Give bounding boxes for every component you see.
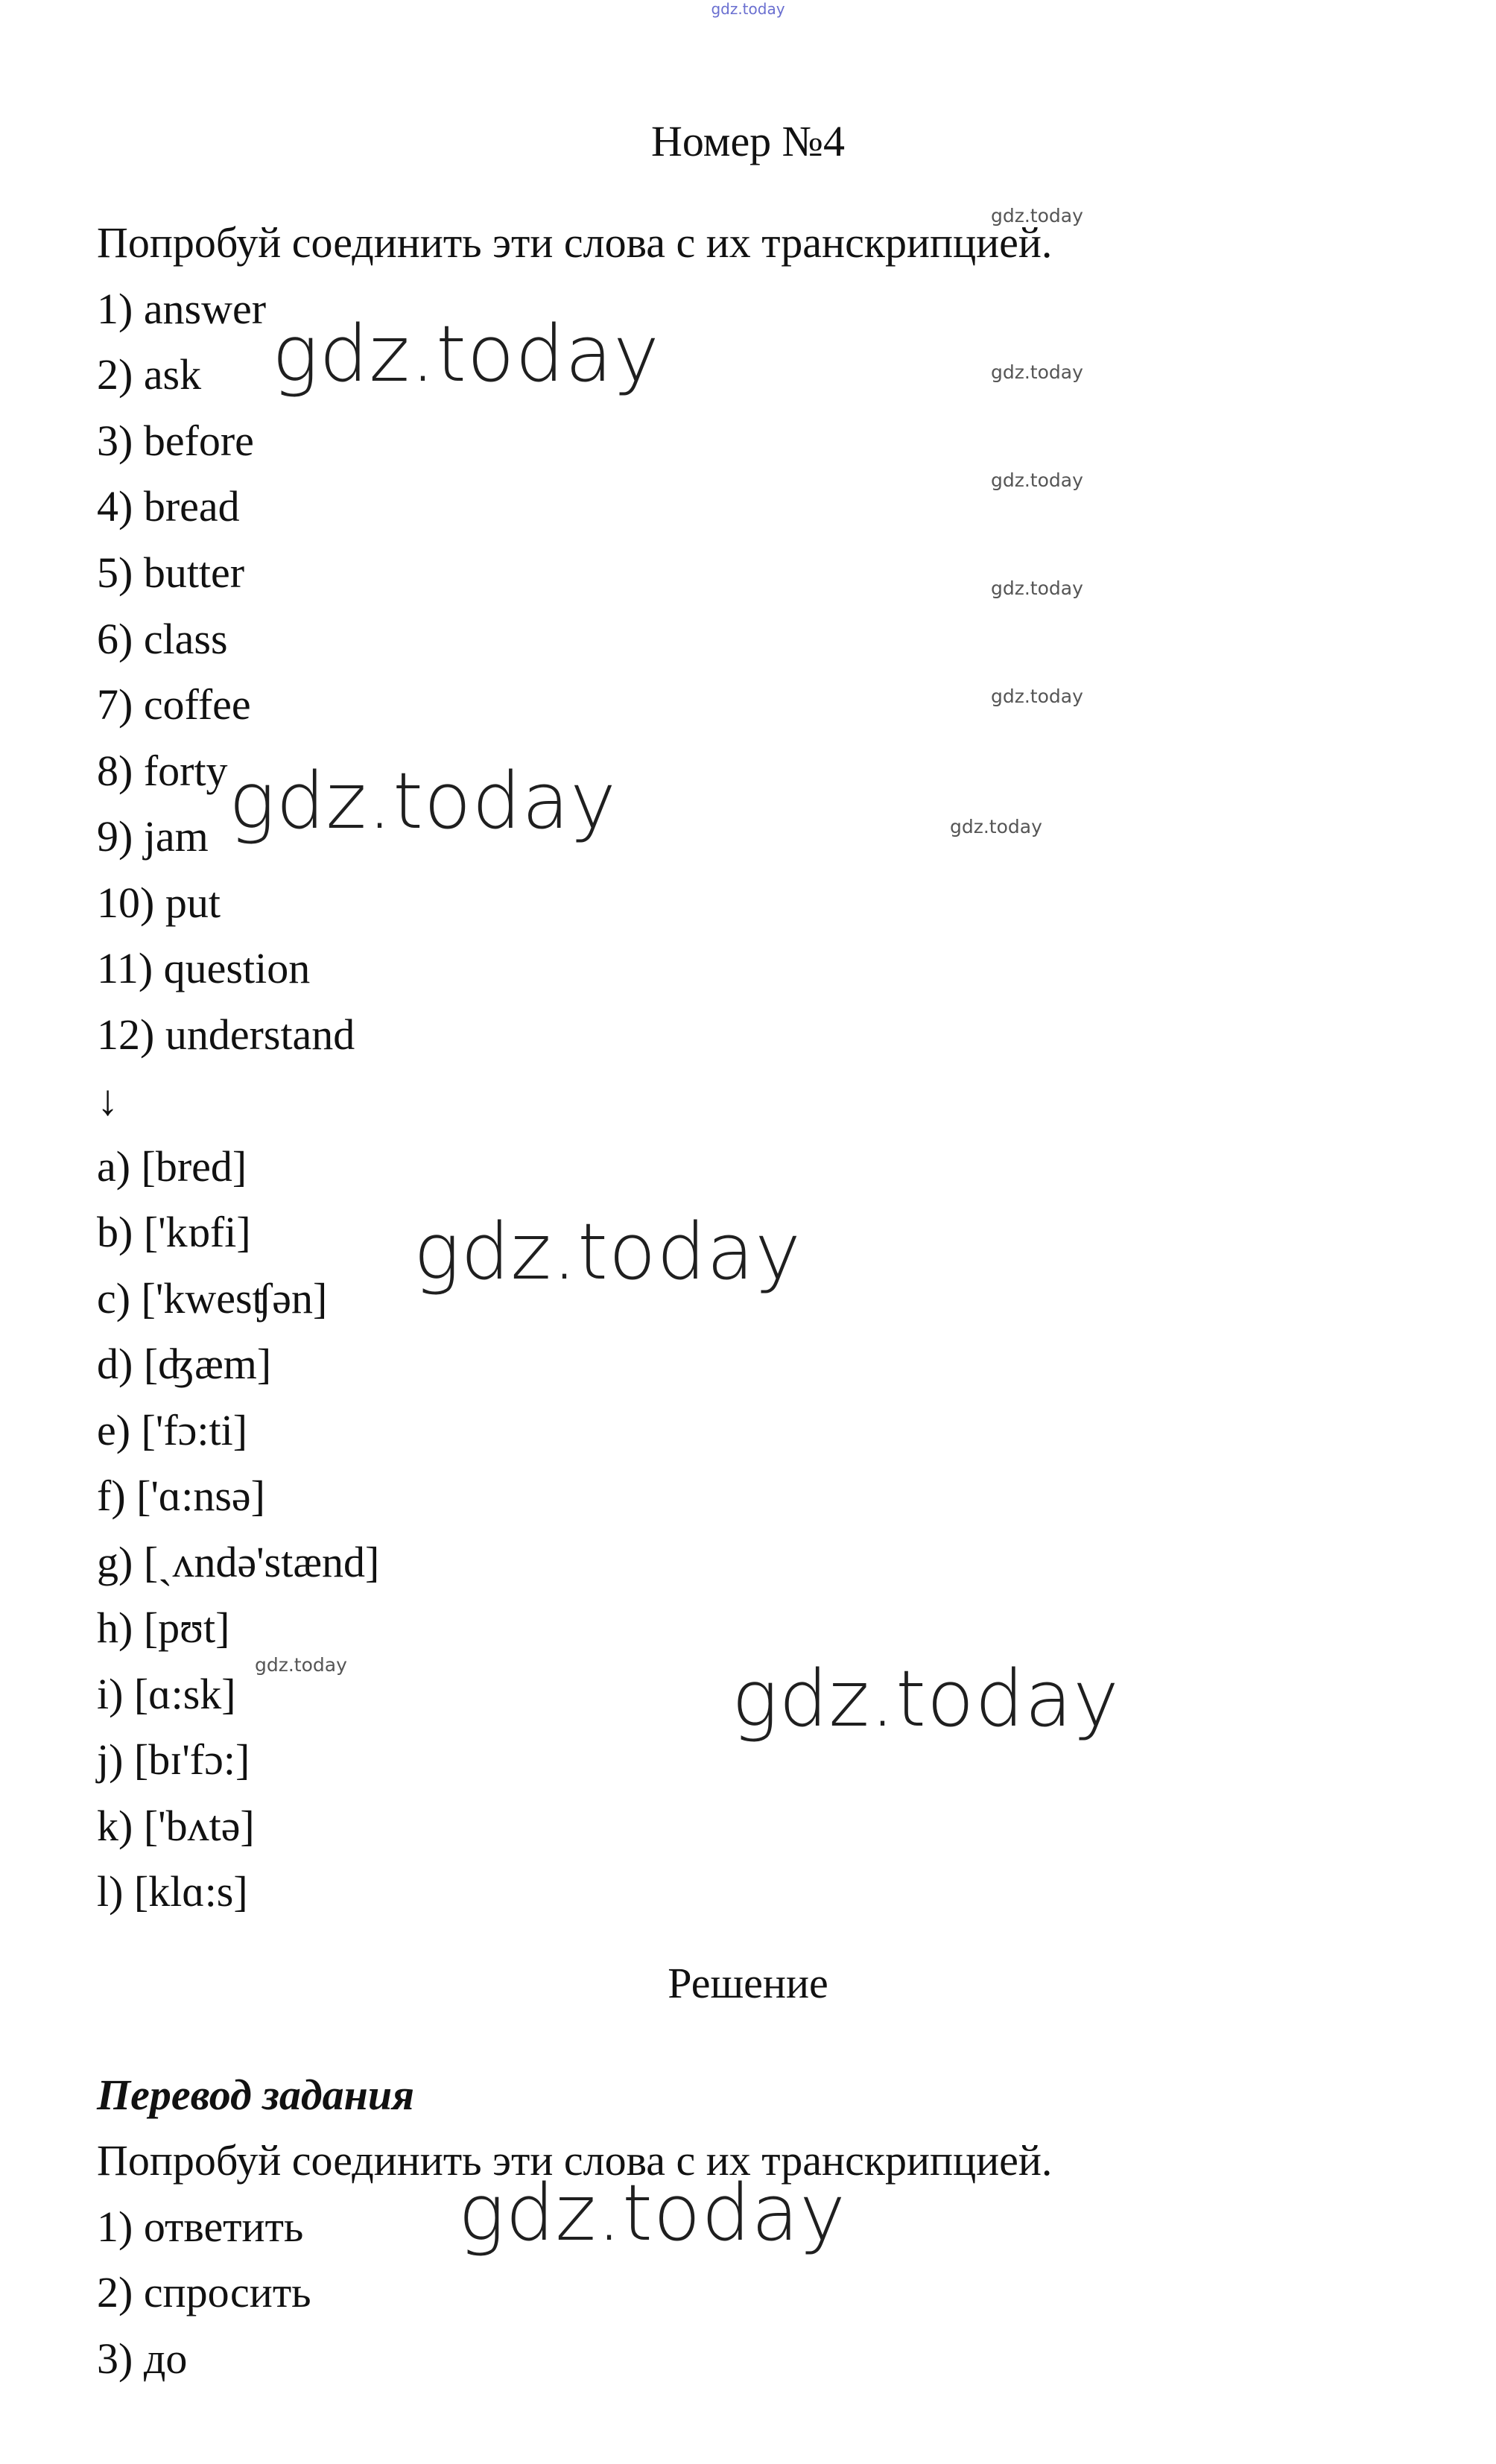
list-item: j) [bɪ'fɔ:] bbox=[97, 1735, 250, 1784]
list-item: k) ['bʌtə] bbox=[97, 1802, 255, 1850]
list-item: 12) understand bbox=[97, 1010, 355, 1059]
list-item: 10) put bbox=[97, 878, 221, 927]
watermark-small: gdz.today bbox=[991, 361, 1083, 383]
watermark-large: gdz.today bbox=[732, 1653, 1120, 1744]
list-item: f) ['ɑ:nsə] bbox=[97, 1472, 265, 1520]
watermark-small: gdz.today bbox=[991, 469, 1083, 491]
watermark-small: gdz.today bbox=[991, 685, 1083, 707]
watermark-small: gdz.today bbox=[991, 205, 1083, 227]
watermark-large: gdz.today bbox=[458, 2167, 846, 2258]
translation-instruction: Попробуй соединить эти слова с их транскрипцией. bbox=[97, 2136, 1053, 2185]
list-item: 7) coffee bbox=[97, 680, 251, 729]
list-item: 6) class bbox=[97, 615, 228, 663]
list-item: 2) спросить bbox=[97, 2268, 311, 2316]
down-arrow-icon: ↓ bbox=[97, 1076, 118, 1124]
list-item: 8) forty bbox=[97, 747, 228, 795]
watermark-large: gdz.today bbox=[229, 756, 617, 846]
list-item: g) [ˏʌndə'stænd] bbox=[97, 1538, 380, 1586]
list-item: 3) до bbox=[97, 2334, 188, 2383]
list-item: 1) answer bbox=[97, 285, 267, 333]
watermark-large: gdz.today bbox=[272, 308, 660, 399]
list-item: 1) ответить bbox=[97, 2202, 304, 2251]
list-item: 3) before bbox=[97, 417, 254, 465]
list-item: 2) ask bbox=[97, 350, 202, 399]
list-item: d) [ʤæm] bbox=[97, 1340, 272, 1388]
list-item: a) [bred] bbox=[97, 1142, 247, 1191]
list-item: 4) bread bbox=[97, 482, 240, 531]
watermark-top: gdz.today bbox=[711, 0, 785, 18]
list-item: b) ['kɒfi] bbox=[97, 1208, 251, 1256]
watermark-small: gdz.today bbox=[255, 1654, 347, 1676]
list-item: i) [ɑ:sk] bbox=[97, 1670, 236, 1718]
watermark-large: gdz.today bbox=[413, 1206, 802, 1297]
watermark-small: gdz.today bbox=[991, 577, 1083, 599]
list-item: 11) question bbox=[97, 944, 311, 992]
list-item: 5) butter bbox=[97, 548, 245, 597]
list-item: l) [klɑ:s] bbox=[97, 1867, 248, 1916]
list-item: e) ['fɔ:ti] bbox=[97, 1406, 248, 1454]
translation-heading: Перевод задания bbox=[97, 2071, 414, 2119]
list-item: h) [pʊt] bbox=[97, 1603, 230, 1652]
instruction: Попробуй соединить эти слова с их транскрипцией. bbox=[97, 218, 1053, 267]
list-item: 9) jam bbox=[97, 812, 209, 861]
page-title: Номер №4 bbox=[650, 117, 846, 165]
list-item: c) ['kwesʧən] bbox=[97, 1274, 328, 1323]
watermark-small: gdz.today bbox=[950, 816, 1042, 837]
solution-heading: Решение bbox=[668, 1959, 828, 2007]
